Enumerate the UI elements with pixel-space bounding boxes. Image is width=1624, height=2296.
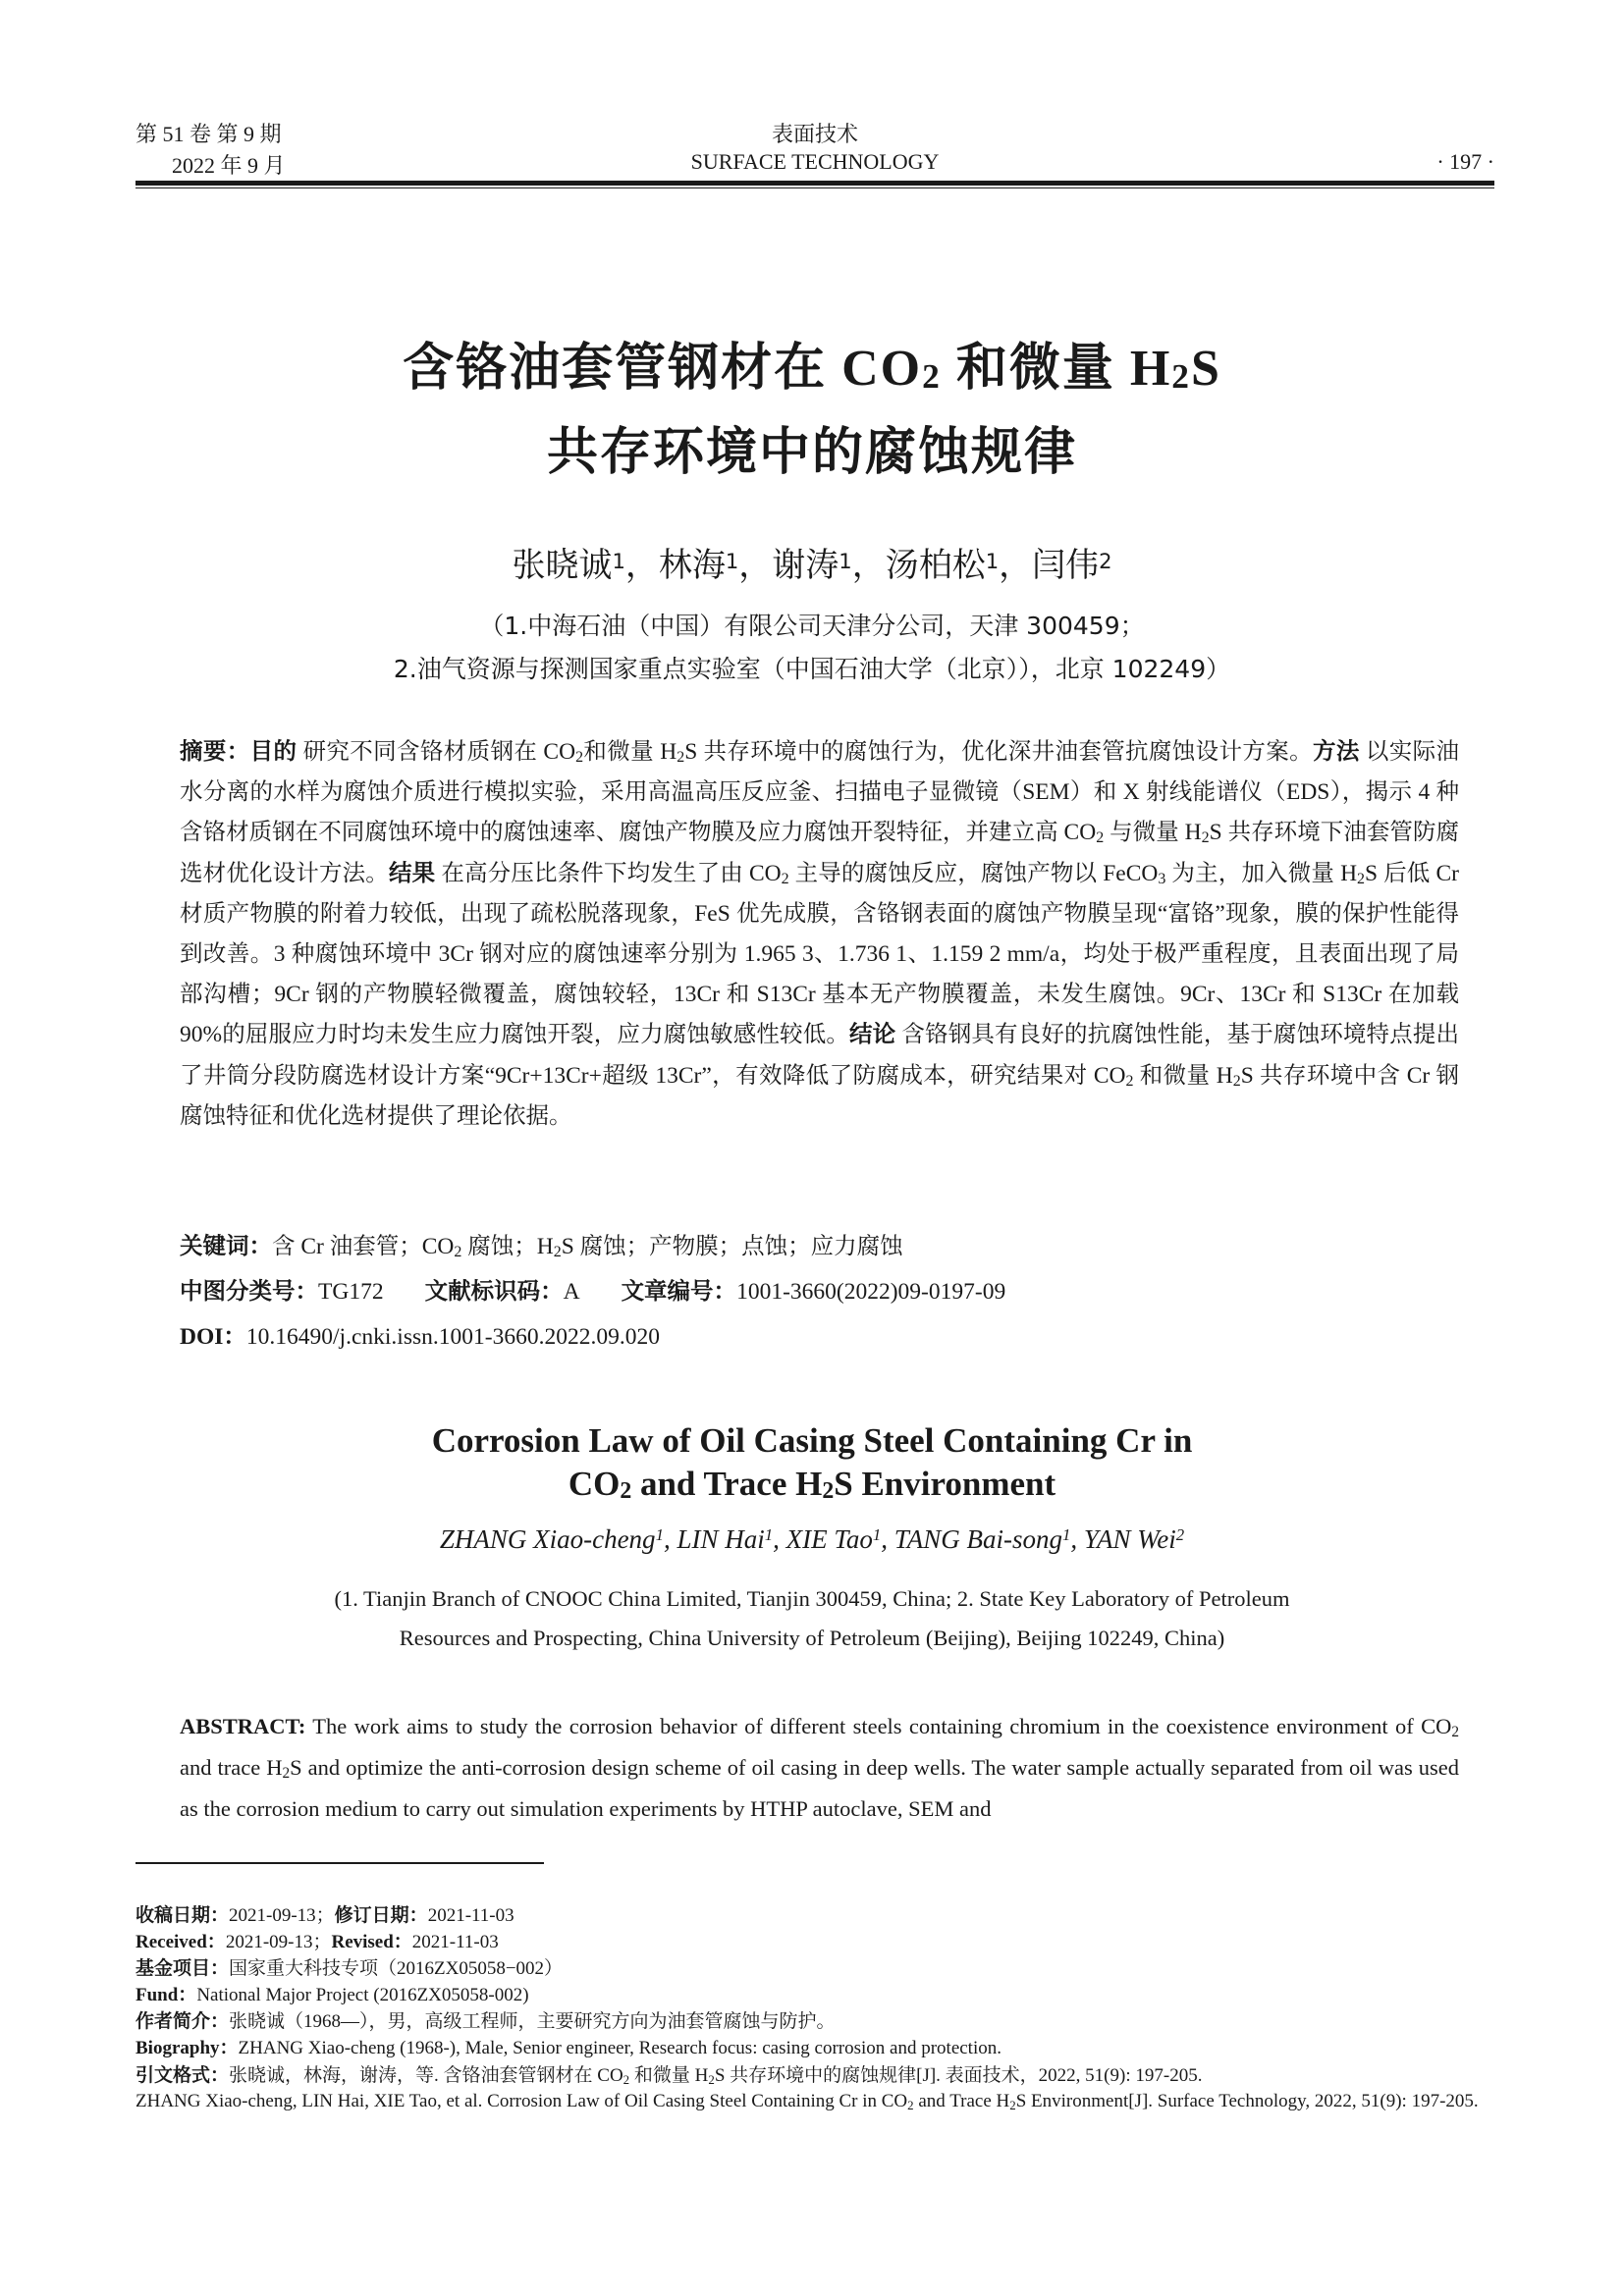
footnote-fund-en: Fund：National Major Project (2016ZX05058-002) xyxy=(135,1984,529,2005)
header-rule-thick xyxy=(135,181,1494,186)
running-header xyxy=(135,116,1494,179)
affiliation-en-2: Resources and Prospecting, China University of Petroleum (Beijing), Beijing 102249, China) xyxy=(399,1626,1225,1650)
title-en-line1: Corrosion Law of Oil Casing Steel Containing Cr in xyxy=(431,1421,1193,1460)
journal-name-cn: 表面技术 xyxy=(771,122,858,146)
page-number: · 197 · xyxy=(1436,149,1494,174)
header-rule-thin xyxy=(135,187,1494,188)
authors-cn: 张晓诚$^1$，林海$^1$，谢涛$^1$，汤柏松$^1$，闫伟$^2$ xyxy=(512,546,1112,585)
doi-line: DOI：10.16490/j.cnki.issn.1001-3660.2022.09.020 xyxy=(180,1324,660,1350)
issue-date: 2022 年 9 月 xyxy=(172,153,286,178)
title-cn-line2: 共存环境中的腐蚀规律 xyxy=(546,425,1077,481)
authors-en: ZHANG Xiao-cheng$^1$, LIN Hai$^1$, XIE Tao$^1$, TANG Bai-song$^1$, YAN Wei$^2$ xyxy=(439,1524,1185,1554)
footnote-received-en: Received：2021-09-13；Revised：2021-11-03 xyxy=(135,1931,499,1952)
title-en-line2: $CO_2$ and Trace $H_2S$ Environment xyxy=(568,1465,1056,1504)
footnote-bio-cn: 作者简介：张晓诚（1968—），男，高级工程师，主要研究方向为油套管腐蚀与防护。 xyxy=(135,2010,836,2033)
footnote-rule xyxy=(135,1862,544,1864)
abstract-cn: 摘要：目的 研究不同含铬材质钢在 $CO_2$和微量 $H_2S$ 共存环境中的腐蚀行为，优化深井油套管抗腐蚀设计方案。方法 以实际油水分离的水样为腐蚀介质进行模拟实验，采用高温高压反应釜、扫描电子显微镜（SEM）和 X 射线能谱仪（EDS），揭示 4 种含铬材质钢在不同腐蚀环境中的腐蚀速率、腐蚀产物膜及应力腐蚀开裂特征，并建立高 $CO_2$ 与微量 $H_2S$ 共存环境下油套管防腐选材优化设计方法。结果 在高分压比条件下均发生了由 $CO_2$ 主导的腐蚀反应，腐蚀产物以 FeCO$_3$ 为主，加入微量 $H_2S$ 后低 Cr 材质产物膜的附着力较低，出现了疏松脱落现象，FeS 优先成膜，含铬钢表面的腐蚀产物膜呈现“富铬”现象，膜的保护性能得到改善。3 种腐蚀环境中 3Cr 钢对应的腐蚀速率分别为 1.965 3、1.736 1、1.159 2 mm/a，均处于极严重程度，且表面出现了局部沟槽；9Cr 钢的产物膜轻微覆盖，腐蚀较轻，13Cr 和 S13Cr 基本无产物膜覆盖，未发生腐蚀。9Cr、13Cr 和 S13Cr 在加载 90%的屈服应力时均未发生应力腐蚀开裂，应力腐蚀敏感性较低。结论 含铬钢具有良好的抗腐蚀性能，基于腐蚀环境特点提出了井筒分段防腐选材设计方案“9Cr+13Cr+超级 13Cr”，有效降低了防腐成本，研究结果对 $CO_2$ 和微量 $H_2S$ 共存环境中含 Cr 钢腐蚀特征和优化选材提供了理论依据。 xyxy=(180,739,1460,1129)
abstract-en: ABSTRACT: The work aims to study the corrosion behavior of different steels containing chromium in the coexistence environment of $CO_2$ and trace $H_2S$ and optimize the anti-corrosion design scheme of oil casing in deep wells. The water sample actually separated from oil was used as the corrosion medium to carry out simulation experiments by HTHP autoclave, SEM and xyxy=(180,1714,1459,1821)
footnote-bio-en: Biography：ZHANG Xiao-cheng (1968-), Male, Senior engineer, Research focus: casing corrosion and protection. xyxy=(135,2037,1001,2058)
footnote-fund-cn: 基金项目：国家重大科技专项（2016ZX05058−002） xyxy=(135,1957,564,1980)
journal-name-en: SURFACE TECHNOLOGY xyxy=(690,149,940,174)
title-cn-line1: 含铬油套管钢材在 $CO_2$ 和微量 $H_2S$ xyxy=(403,341,1221,397)
footnote-citation-cn: 引文格式：张晓诚，林海，谢涛，等. 含铬油套管钢材在 $CO_2$ 和微量 $H_2S$ 共存环境中的腐蚀规律[J]. 表面技术，2022, 51(9): 197-205. xyxy=(135,2063,1203,2087)
footnotes xyxy=(135,1902,1494,2115)
keywords: 关键词：含 Cr 油套管；$CO_2$ 腐蚀；$H_2S$ 腐蚀；产物膜；点蚀；应力腐蚀 xyxy=(180,1232,903,1260)
affiliation-cn-2: 2.油气资源与探测国家重点实验室（中国石油大学（北京）），北京 102249） xyxy=(393,655,1231,683)
volume-issue: 第 51 卷 第 9 期 xyxy=(135,122,282,146)
footnote-received-cn: 收稿日期：2021-09-13；修订日期：2021-11-03 xyxy=(135,1904,514,1926)
affiliation-en-1: (1. Tianjin Branch of CNOOC China Limited, Tianjin 300459, China; 2. State Key Laboratory of Petroleum xyxy=(334,1586,1290,1611)
footnote-citation-en: ZHANG Xiao-cheng, LIN Hai, XIE Tao, et al. Corrosion Law of Oil Casing Steel Containing Cr in $CO_2$ and Trace $H_2S$ Environment[J]. Surface Technology, 2022, 51(9): 197-205. xyxy=(135,2091,1479,2113)
affiliation-cn-1: （1.中海石油（中国）有限公司天津分公司，天津 300459； xyxy=(479,612,1145,640)
doi-link[interactable]: 10.16490/j.cnki.issn.1001-3660.2022.09.020 xyxy=(245,1324,660,1350)
classification-line: 中图分类号：TG172 文献标识码：A 文章编号：1001-3660(2022)09-0197-09 xyxy=(180,1277,1006,1305)
